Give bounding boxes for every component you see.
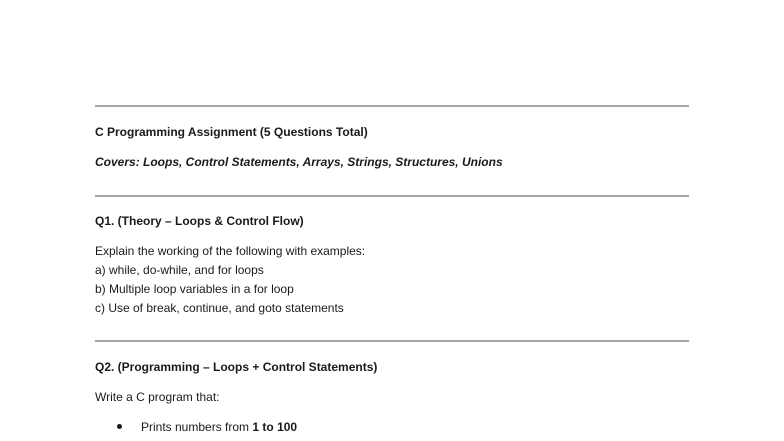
q1-item-b: b) Multiple loop variables in a for loop: [95, 282, 294, 296]
q1-item-c: c) Use of break, continue, and goto statements: [95, 301, 344, 315]
q1-heading: Q1. (Theory – Loops & Control Flow): [95, 214, 304, 228]
divider-q1: [95, 195, 689, 197]
assignment-covers: Covers: Loops, Control Statements, Arrays, Strings, Structures, Unions: [95, 155, 503, 169]
q1-item-a: a) while, do-while, and for loops: [95, 263, 264, 277]
divider-top: [95, 105, 689, 107]
q2-heading: Q2. (Programming – Loops + Control Statements): [95, 360, 378, 374]
q1-intro: Explain the working of the following with examples:: [95, 244, 366, 258]
divider-q2: [95, 340, 689, 342]
bullet-icon: [117, 424, 122, 429]
q2-bullet-prefix: Prints numbers from: [141, 420, 253, 434]
assignment-title: C Programming Assignment (5 Questions Total): [95, 125, 368, 139]
q2-intro: Write a C program that:: [95, 390, 220, 404]
q2-bullet-item: [117, 418, 297, 437]
q2-bullet-mid: to: [259, 420, 278, 434]
q2-bullet-start: 1: [252, 420, 260, 434]
q2-bullet-end: 100: [277, 420, 298, 434]
